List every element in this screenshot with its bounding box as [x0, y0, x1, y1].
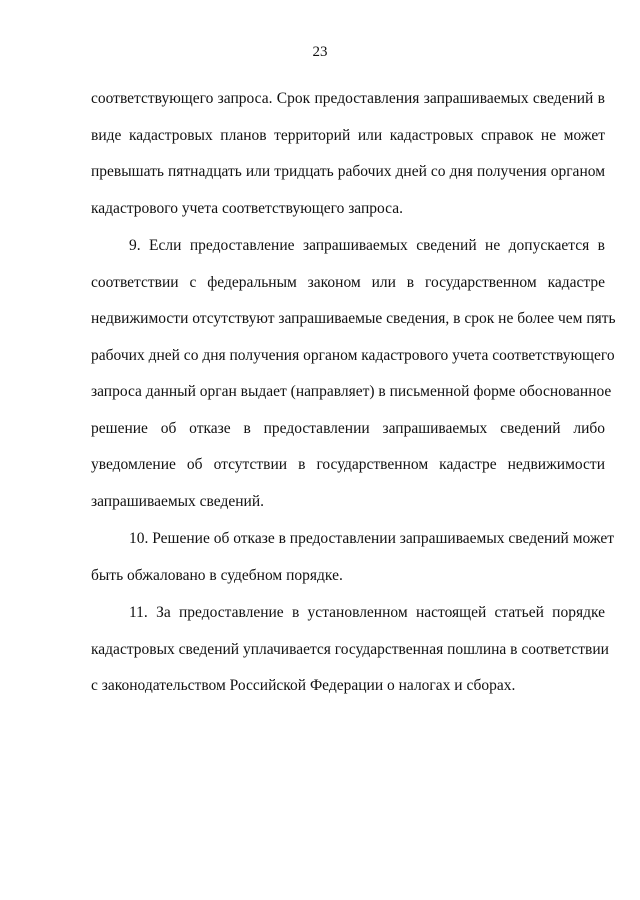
text-line: 10. Решение об отказе в предоставлении запрашиваемых сведений может: [129, 530, 615, 547]
text-line: запроса данный орган выдает (направляет) в письменной форме обоснованное: [91, 383, 612, 400]
text-line: 11. За предоставление в установленном настоящей статьей порядке: [129, 604, 605, 621]
text-line: недвижимости отсутствуют запрашиваемые сведения, в срок не более чем пять: [91, 310, 616, 327]
text-line: виде кадастровых планов территорий или кадастровых справок не может: [91, 126, 605, 144]
text-line: решение об отказе в предоставлении запрашиваемых сведений либо: [91, 419, 605, 437]
text-line: кадастровых сведений уплачивается государственная пошлина в соответствии: [91, 640, 609, 658]
text-line: 9. Если предоставление запрашиваемых сведений не допускается в: [129, 237, 605, 254]
text-line: быть обжаловано в судебном порядке.: [91, 566, 343, 584]
text-line: превышать пятнадцать или тридцать рабочих дней со дня получения органом: [91, 163, 605, 180]
paragraph-2: [91, 233, 616, 525]
text-line: соответствующего запроса. Срок предоставления запрашиваемых сведений в: [91, 90, 605, 107]
paragraph-1: [91, 86, 605, 232]
text-line: рабочих дней со дня получения органом кадастрового учета соответствующего: [91, 346, 615, 364]
paragraph-4: [91, 600, 609, 710]
text-line: кадастрового учета соответствующего запроса.: [91, 199, 403, 217]
text-line: уведомление об отсутствии в государственном кадастре недвижимости: [91, 456, 605, 473]
text-line: запрашиваемых сведений.: [91, 492, 264, 510]
paragraph-3: [91, 526, 615, 599]
document-body: [91, 86, 616, 711]
text-line: соответствии с федеральным законом или в государственном кадастре: [91, 273, 605, 291]
page-number: 23: [312, 44, 328, 60]
text-line: с законодательством Российской Федерации о налогах и сборах.: [91, 677, 516, 694]
